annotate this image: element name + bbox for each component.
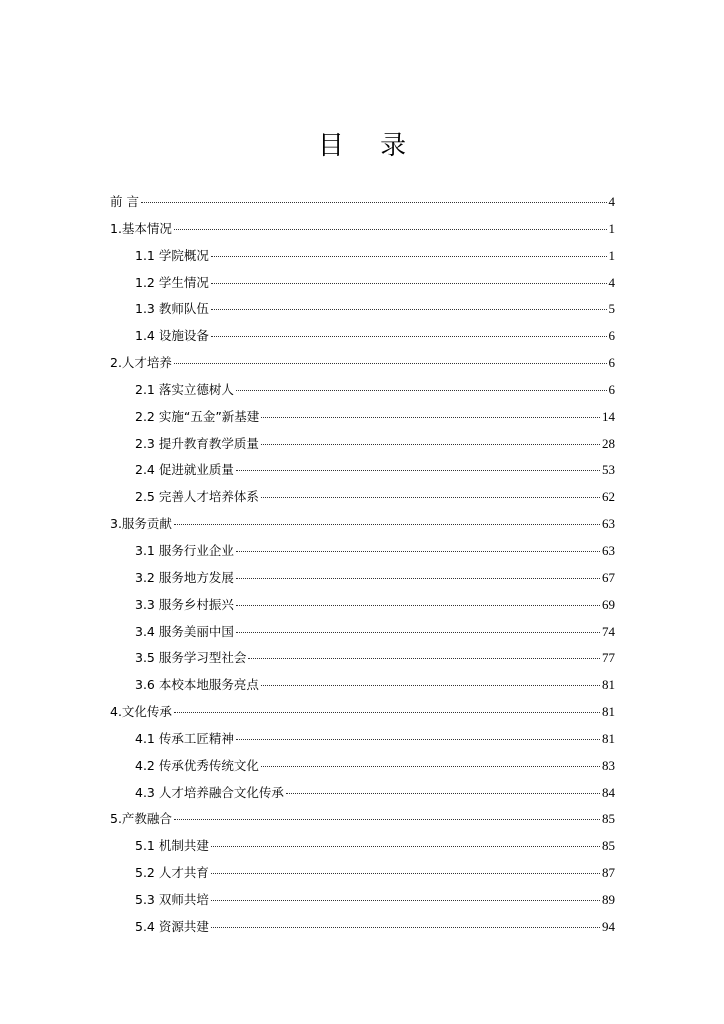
toc-entry-label: 1.4 设施设备: [135, 328, 209, 344]
toc-page-number: 81: [602, 677, 615, 693]
toc-subsection-row[interactable]: [110, 726, 615, 753]
toc-section-row[interactable]: [110, 806, 615, 833]
toc-dot-leader: [174, 229, 607, 230]
toc-page-number: 1: [608, 247, 615, 263]
toc-subsection-row[interactable]: [110, 565, 615, 592]
toc-entry-label: 3.3 服务乡村振兴: [135, 596, 234, 612]
toc-subsection-row[interactable]: [110, 296, 615, 323]
toc-entry-label: 5.3 双师共培: [135, 891, 209, 907]
toc-page-number: 74: [602, 623, 615, 639]
toc-page-number: 94: [602, 918, 615, 934]
toc-entry-label: 3.5 服务学习型社会: [135, 650, 247, 666]
toc-dot-leader: [261, 766, 600, 767]
toc-subsection-row[interactable]: [110, 780, 615, 807]
toc-page-number: 81: [602, 730, 615, 746]
toc-dot-leader: [236, 578, 600, 579]
toc-subsection-row[interactable]: [110, 645, 615, 672]
toc-entry-label: 3.4 服务美丽中国: [135, 623, 234, 639]
toc-subsection-row[interactable]: [110, 538, 615, 565]
toc-dot-leader: [174, 712, 600, 713]
toc-page-number: 85: [602, 811, 615, 827]
toc-subsection-row[interactable]: [110, 377, 615, 404]
toc-entry-label: 2.3 提升教育教学质量: [135, 435, 259, 451]
toc-entry-label: 前 言: [110, 194, 139, 209]
toc-dot-leader: [211, 309, 607, 310]
page-title: 目 录: [317, 131, 421, 161]
toc-subsection-row[interactable]: [110, 833, 615, 860]
toc-page-number: 69: [602, 596, 615, 612]
toc-page-number: 63: [602, 542, 615, 558]
toc-dot-leader: [211, 336, 607, 337]
toc-dot-leader: [261, 444, 600, 445]
toc-entry-label: 4.文化传承: [110, 704, 172, 720]
toc-entry-label: 5.产教融合: [110, 811, 172, 827]
toc-subsection-row[interactable]: [110, 431, 615, 458]
table-of-contents: [110, 189, 615, 941]
toc-subsection-row[interactable]: [110, 592, 615, 619]
toc-entry-label: 4.3 人才培养融合文化传承: [135, 784, 284, 800]
toc-dot-leader: [236, 739, 600, 740]
toc-subsection-row[interactable]: [110, 243, 615, 270]
toc-section-row[interactable]: [110, 216, 615, 243]
toc-entry-label: 3.2 服务地方发展: [135, 569, 234, 585]
toc-dot-leader: [236, 605, 600, 606]
toc-page-number: 28: [602, 435, 615, 451]
toc-dot-leader: [286, 793, 600, 794]
toc-entry-label: 2.4 促进就业质量: [135, 462, 234, 478]
toc-page-number: 87: [602, 865, 615, 881]
toc-subsection-row[interactable]: [110, 404, 615, 431]
toc-entry-label: 2.5 完善人才培养体系: [135, 489, 259, 505]
toc-page-number: 84: [602, 784, 615, 800]
toc-dot-leader: [261, 497, 600, 498]
toc-dot-leader: [236, 390, 607, 391]
toc-dot-leader: [211, 256, 607, 257]
toc-entry-label: 1.基本情况: [110, 220, 172, 236]
toc-page-number: 1: [608, 220, 615, 236]
toc-section-row[interactable]: [110, 350, 615, 377]
toc-entry-label: 4.1 传承工匠精神: [135, 730, 234, 746]
toc-page-number: 83: [602, 757, 615, 773]
toc-dot-leader: [174, 819, 600, 820]
toc-page-number: 62: [602, 489, 615, 505]
toc-entry-label: 5.2 人才共育: [135, 865, 209, 881]
toc-subsection-row[interactable]: [110, 672, 615, 699]
toc-entry-label: 3.6 本校本地服务亮点: [135, 677, 259, 693]
toc-dot-leader: [236, 551, 600, 552]
toc-page-number: 89: [602, 891, 615, 907]
toc-dot-leader: [236, 470, 600, 471]
toc-page-number: 77: [602, 650, 615, 666]
toc-entry-label: 3.1 服务行业企业: [135, 542, 234, 558]
toc-subsection-row[interactable]: [110, 484, 615, 511]
toc-entry-label: 2.1 落实立德树人: [135, 381, 234, 397]
toc-entry-label: 1.2 学生情况: [135, 274, 209, 290]
toc-entry-label: 4.2 传承优秀传统文化: [135, 757, 259, 773]
toc-subsection-row[interactable]: [110, 753, 615, 780]
toc-dot-leader: [261, 417, 600, 418]
toc-page-number: 53: [602, 462, 615, 478]
toc-page-number: 4: [608, 194, 615, 209]
toc-page-number: 6: [608, 381, 615, 397]
toc-entry-label: 1.3 教师队伍: [135, 301, 209, 317]
toc-dot-leader: [211, 873, 600, 874]
toc-dot-leader: [211, 846, 600, 847]
toc-page-number: 63: [602, 516, 615, 532]
toc-page-number: 6: [608, 328, 615, 344]
toc-dot-leader: [174, 363, 607, 364]
toc-subsection-row[interactable]: [110, 270, 615, 297]
toc-dot-leader: [211, 927, 600, 928]
toc-entry-label: 1.1 学院概况: [135, 247, 209, 263]
toc-subsection-row[interactable]: [110, 860, 615, 887]
toc-section-row[interactable]: [110, 511, 615, 538]
toc-page-number: 5: [608, 301, 615, 317]
toc-dot-leader: [211, 900, 600, 901]
toc-section-row[interactable]: [110, 699, 615, 726]
toc-subsection-row[interactable]: [110, 457, 615, 484]
toc-subsection-row[interactable]: [110, 914, 615, 941]
toc-subsection-row[interactable]: [110, 323, 615, 350]
toc-entry-label: 2.人才培养: [110, 355, 172, 371]
toc-page-number: 67: [602, 569, 615, 585]
toc-dot-leader: [174, 524, 600, 525]
toc-entry-label: 5.4 资源共建: [135, 918, 209, 934]
toc-subsection-row[interactable]: [110, 619, 615, 646]
toc-subsection-row[interactable]: [110, 887, 615, 914]
toc-page-number: 85: [602, 838, 615, 854]
toc-page-number: 81: [602, 704, 615, 720]
toc-dot-leader: [141, 202, 607, 203]
toc-page-number: 6: [608, 355, 615, 371]
toc-entry-label: 3.服务贡献: [110, 516, 172, 532]
toc-dot-leader: [261, 685, 600, 686]
toc-dot-leader: [236, 632, 600, 633]
toc-section-row[interactable]: [110, 189, 615, 216]
toc-entry-label: 2.2 实施“五金”新基建: [135, 408, 260, 424]
toc-dot-leader: [248, 658, 600, 659]
toc-page-number: 14: [602, 408, 615, 424]
toc-dot-leader: [211, 283, 607, 284]
toc-page-number: 4: [608, 274, 615, 290]
toc-entry-label: 5.1 机制共建: [135, 838, 209, 854]
